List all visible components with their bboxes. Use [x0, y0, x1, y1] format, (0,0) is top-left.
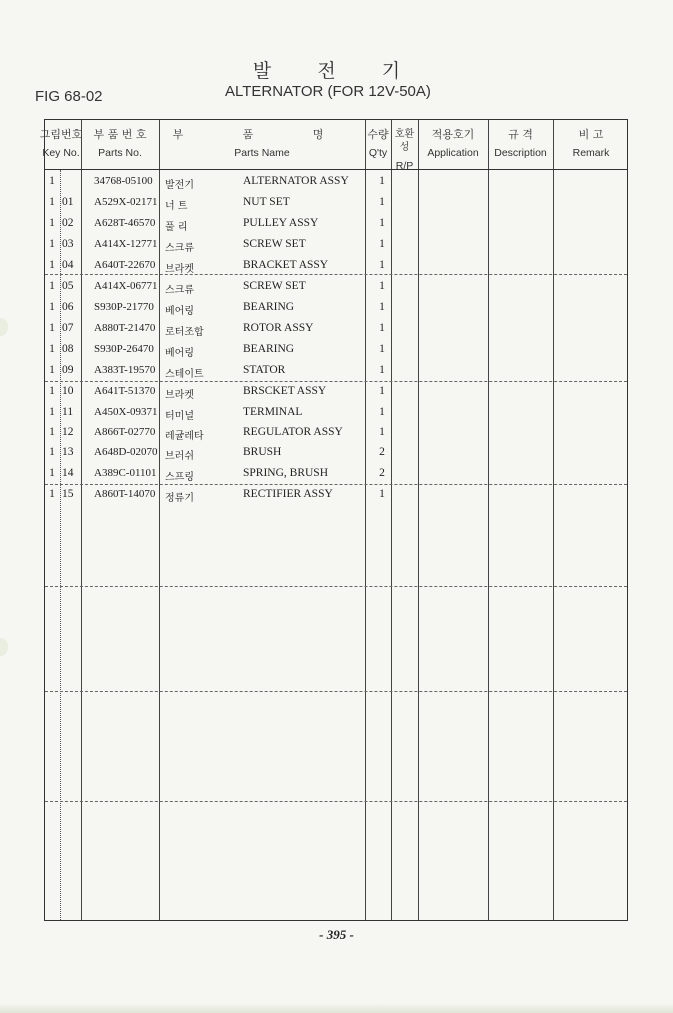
key-number: 1	[49, 196, 55, 208]
group-separator	[45, 801, 627, 802]
table-row	[45, 298, 629, 319]
part-name-korean: 풀 리	[165, 222, 188, 233]
sub-number: 06	[62, 301, 74, 313]
header-parts-no: 부 품 번 호 Parts No.	[93, 128, 147, 159]
table-row	[45, 340, 629, 361]
part-number: S930P-21770	[94, 301, 154, 313]
part-name-english: BRSCKET ASSY	[243, 385, 327, 397]
quantity: 1	[379, 426, 385, 438]
sub-number: 13	[62, 446, 74, 458]
part-number: A414X-06771	[94, 280, 158, 292]
table-row	[45, 361, 629, 382]
part-name-english: BEARING	[243, 301, 295, 313]
part-name-english: TERMINAL	[243, 406, 303, 418]
table-row	[45, 256, 629, 277]
key-number: 1	[49, 217, 55, 229]
quantity: 1	[379, 406, 385, 418]
part-number: A383T-19570	[94, 364, 156, 376]
part-number: S930P-26470	[94, 343, 154, 355]
binder-hole	[0, 638, 8, 656]
sub-number: 11	[62, 406, 74, 418]
quantity: 1	[379, 343, 385, 355]
key-number: 1	[49, 175, 55, 187]
sub-number: 14	[62, 467, 74, 479]
part-name-korean: 브라켓	[165, 390, 194, 401]
sub-number: 12	[62, 426, 74, 438]
quantity: 1	[379, 175, 385, 187]
quantity: 1	[379, 301, 385, 313]
part-name-korean: 스테이트	[165, 369, 204, 380]
key-number: 1	[49, 238, 55, 250]
table-row	[45, 277, 629, 298]
part-number: A880T-21470	[94, 322, 156, 334]
quantity: 1	[379, 280, 385, 292]
part-name-english: REGULATOR ASSY	[243, 426, 343, 438]
key-number: 1	[49, 364, 55, 376]
part-name-korean: 터미널	[165, 411, 194, 422]
part-name-english: NUT SET	[243, 196, 290, 208]
key-number: 1	[49, 467, 55, 479]
table-row	[45, 235, 629, 256]
part-name-english: PULLEY ASSY	[243, 217, 319, 229]
quantity: 2	[379, 467, 385, 479]
part-name-english: SPRING, BRUSH	[243, 467, 328, 479]
key-number: 1	[49, 385, 55, 397]
quantity: 1	[379, 488, 385, 500]
part-number: A641T-51370	[94, 385, 156, 397]
part-number: A450X-09371	[94, 406, 158, 418]
sub-number: 05	[62, 280, 74, 292]
sub-number: 03	[62, 238, 74, 250]
table-row	[45, 214, 629, 235]
quantity: 1	[379, 322, 385, 334]
part-name-korean: 브라켓	[165, 264, 194, 275]
header-divider	[45, 169, 627, 170]
part-number: A414X-12771	[94, 238, 158, 250]
header-key: 그림번호 Key No.	[39, 128, 83, 159]
part-name-korean: 레귤레타	[165, 431, 204, 442]
page-title-korean: 발 전 기	[252, 60, 421, 82]
table-row	[45, 443, 629, 464]
part-name-english: SCREW SET	[243, 280, 306, 292]
part-name-korean: 발전기	[165, 180, 194, 191]
part-name-korean: 로터조합	[165, 327, 204, 338]
key-number: 1	[49, 446, 55, 458]
key-number: 1	[49, 259, 55, 271]
figure-number: FIG 68-02	[35, 88, 103, 105]
part-name-english: RECTIFIER ASSY	[243, 488, 333, 500]
table-row	[45, 172, 629, 193]
header-rp: 호환성 R/P	[394, 129, 415, 172]
table-row	[45, 193, 629, 214]
binder-hole	[0, 318, 8, 336]
parts-table	[39, 119, 628, 921]
part-number: A389C-01101	[94, 467, 157, 479]
part-number: A529X-02171	[94, 196, 158, 208]
table-row	[45, 423, 629, 444]
sub-number: 02	[62, 217, 74, 229]
header-application: 적용호기 Application	[427, 128, 479, 159]
part-name-korean: 베어링	[165, 306, 194, 317]
part-name-korean: 스프링	[165, 472, 194, 483]
part-name-korean: 스크류	[165, 243, 194, 254]
quantity: 1	[379, 259, 385, 271]
part-name-english: SCREW SET	[243, 238, 306, 250]
part-name-korean: 너 트	[165, 201, 188, 212]
key-number: 1	[49, 426, 55, 438]
part-name-korean: 베어링	[165, 348, 194, 359]
sub-number: 04	[62, 259, 74, 271]
quantity: 2	[379, 446, 385, 458]
key-number: 1	[49, 280, 55, 292]
part-number: A628T-46570	[94, 217, 156, 229]
part-name-korean: 브러쉬	[165, 451, 194, 462]
sub-number: 01	[62, 196, 74, 208]
part-number: A866T-02770	[94, 426, 156, 438]
sub-number: 09	[62, 364, 74, 376]
part-name-korean: 정류기	[165, 493, 194, 504]
part-name-english: ALTERNATOR ASSY	[243, 175, 349, 187]
key-number: 1	[49, 488, 55, 500]
header-remark: 비 고 Remark	[572, 128, 610, 159]
sub-number: 07	[62, 322, 74, 334]
quantity: 1	[379, 364, 385, 376]
group-separator	[45, 586, 627, 587]
table-row	[45, 319, 629, 340]
header-qty: 수량 Q'ty	[367, 128, 389, 159]
group-separator	[45, 691, 627, 692]
part-name-english: ROTOR ASSY	[243, 322, 314, 334]
key-number: 1	[49, 322, 55, 334]
key-number: 1	[49, 406, 55, 418]
page-edge	[0, 1003, 673, 1013]
part-number: 34768-05100	[94, 175, 153, 187]
table-row	[45, 382, 629, 403]
header-parts-name: 부 품 명 Parts Name	[172, 128, 352, 159]
part-name-english: STATOR	[243, 364, 286, 376]
key-number: 1	[49, 343, 55, 355]
sub-number: 15	[62, 488, 74, 500]
part-number: A648D-02070	[94, 446, 158, 458]
part-name-english: BRUSH	[243, 446, 282, 458]
quantity: 1	[379, 238, 385, 250]
quantity: 1	[379, 196, 385, 208]
part-name-english: BEARING	[243, 343, 295, 355]
page-title-english: ALTERNATOR (FOR 12V-50A)	[225, 83, 431, 100]
sub-number: 10	[62, 385, 74, 397]
key-number: 1	[49, 301, 55, 313]
quantity: 1	[379, 385, 385, 397]
part-name-english: BRACKET ASSY	[243, 259, 329, 271]
page-number: - 395 -	[319, 927, 354, 942]
header-description: 규 격 Description	[494, 128, 547, 159]
part-number: A860T-14070	[94, 488, 156, 500]
table-row	[45, 485, 629, 506]
table-row	[45, 464, 629, 485]
quantity: 1	[379, 217, 385, 229]
table-row	[45, 403, 629, 424]
part-name-korean: 스크류	[165, 285, 194, 296]
part-number: A640T-22670	[94, 259, 156, 271]
sub-number: 08	[62, 343, 74, 355]
